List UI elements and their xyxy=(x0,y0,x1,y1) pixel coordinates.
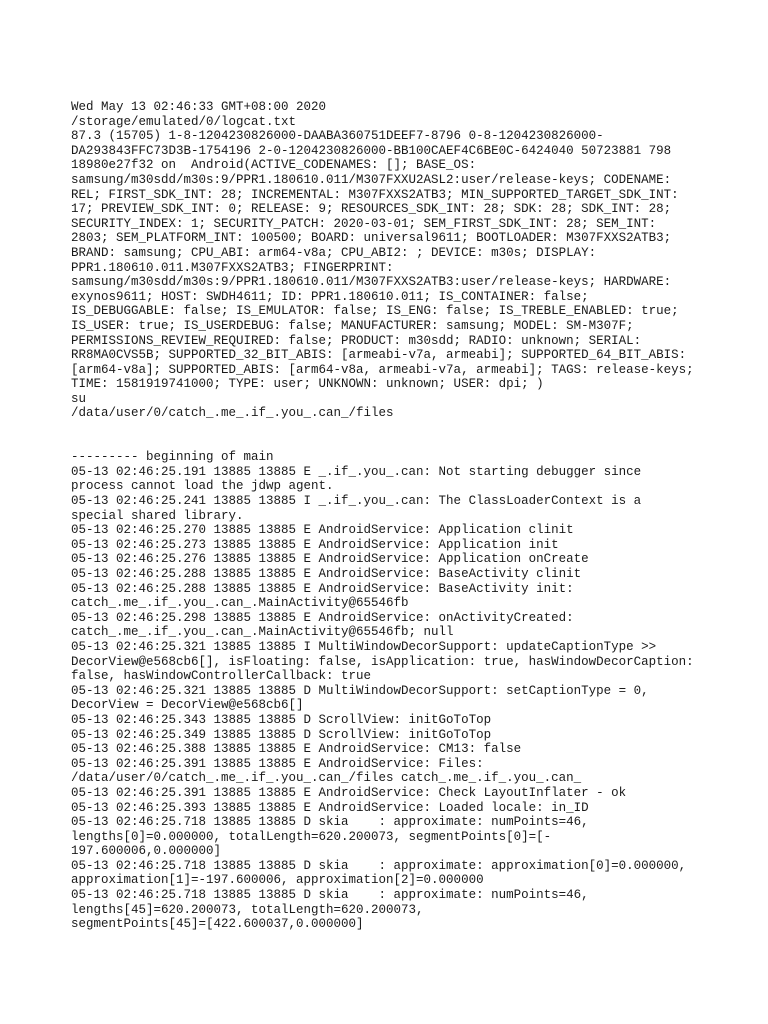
log-line: RR8MA0CVS5B; SUPPORTED_32_BIT_ABIS: [armeabi-v7a, armeabi]; SUPPORTED_64_BIT_ABIS: xyxy=(71,348,687,363)
blank-line xyxy=(71,436,751,451)
log-line: 18980e27f32 on Android(ACTIVE_CODENAMES: []; BASE_OS: xyxy=(71,158,477,173)
log-line: segmentPoints[45]=[422.600037,0.000000] xyxy=(71,917,364,932)
log-line: 05-13 02:46:25.276 13885 13885 E AndroidService: Application onCreate xyxy=(71,552,589,567)
log-line: 05-13 02:46:25.191 13885 13885 E _.if_.you_.can: Not starting debugger since xyxy=(71,464,642,479)
log-line: SECURITY_INDEX: 1; SECURITY_PATCH: 2020-03-01; SEM_FIRST_SDK_INT: 28; SEM_INT: xyxy=(71,216,657,231)
log-line: 05-13 02:46:25.349 13885 13885 D ScrollView: initGoToTop xyxy=(71,727,492,742)
log-line: 05-13 02:46:25.391 13885 13885 E AndroidService: Check LayoutInflater - ok xyxy=(71,785,627,800)
log-line: 05-13 02:46:25.718 13885 13885 D skia : approximate: approximation[0]=0.000000, xyxy=(71,858,687,873)
log-line: exynos9611; HOST: SWDH4611; ID: PPR1.180610.011; IS_CONTAINER: false; xyxy=(71,289,589,304)
log-line: BRAND: samsung; CPU_ABI: arm64-v8a; CPU_ABI2: ; DEVICE: m30s; DISPLAY: xyxy=(71,245,597,260)
log-line: su xyxy=(71,391,87,406)
log-line: 05-13 02:46:25.343 13885 13885 D ScrollView: initGoToTop xyxy=(71,712,492,727)
log-line: IS_DEBUGGABLE: false; IS_EMULATOR: false; IS_ENG: false; IS_TREBLE_ENABLED: true; xyxy=(71,304,679,319)
log-line: --------- beginning of main xyxy=(71,450,274,465)
log-line: lengths[0]=0.000000, totalLength=620.200073, segmentPoints[0]=[- xyxy=(71,829,552,844)
logcat-document xyxy=(71,100,751,932)
log-line: 05-13 02:46:25.298 13885 13885 E AndroidService: onActivityCreated: xyxy=(71,610,574,625)
log-line: samsung/m30sdd/m30s:9/PPR1.180610.011/M307FXXS2ATB3:user/release-keys; HARDWARE: xyxy=(71,275,672,290)
log-line: process cannot load the jdwp agent. xyxy=(71,479,334,494)
log-line: 2803; SEM_PLATFORM_INT: 100500; BOARD: universal9611; BOOTLOADER: M307FXXS2ATB3; xyxy=(71,231,672,246)
blank-line xyxy=(71,421,751,436)
log-line: 05-13 02:46:25.270 13885 13885 E AndroidService: Application clinit xyxy=(71,523,574,538)
log-line: 197.600006,0.000000] xyxy=(71,844,222,859)
log-line: /data/user/0/catch_.me_.if_.you_.can_/files xyxy=(71,406,394,421)
log-line: 05-13 02:46:25.288 13885 13885 E AndroidService: BaseActivity clinit xyxy=(71,567,582,581)
log-line: special shared library. xyxy=(71,508,244,523)
log-line: 05-13 02:46:25.718 13885 13885 D skia : approximate: numPoints=46, xyxy=(71,888,589,903)
log-line: 05-13 02:46:25.321 13885 13885 D MultiWindowDecorSupport: setCaptionType = 0, xyxy=(71,683,649,698)
log-line: 05-13 02:46:25.273 13885 13885 E AndroidService: Application init xyxy=(71,537,559,552)
log-line: 05-13 02:46:25.388 13885 13885 E AndroidService: CM13: false xyxy=(71,742,522,757)
log-line: 05-13 02:46:25.288 13885 13885 E AndroidService: BaseActivity init: xyxy=(71,581,574,596)
log-line: samsung/m30sdd/m30s:9/PPR1.180610.011/M307FXXU2ASL2:user/release-keys; CODENAME: xyxy=(71,172,672,187)
log-line: /storage/emulated/0/logcat.txt xyxy=(71,114,297,129)
log-line: 05-13 02:46:25.241 13885 13885 I _.if_.you_.can: The ClassLoaderContext is a xyxy=(71,494,642,509)
log-line: IS_USER: true; IS_USERDEBUG: false; MANUFACTURER: samsung; MODEL: SM-M307F; xyxy=(71,318,634,333)
log-line: /data/user/0/catch_.me_.if_.you_.can_/files catch_.me_.if_.you_.can_ xyxy=(71,771,582,786)
log-line: 05-13 02:46:25.393 13885 13885 E AndroidService: Loaded locale: in_ID xyxy=(71,800,589,815)
log-line: DecorView@e568cb6[], isFloating: false, isApplication: true, hasWindowDecorCaption: xyxy=(71,654,694,669)
log-line: 87.3 (15705) 1-8-1204230826000-DAABA360751DEEF7-8796 0-8-1204230826000- xyxy=(71,129,604,144)
log-line: 05-13 02:46:25.391 13885 13885 E AndroidService: Files: xyxy=(71,756,484,771)
log-line: DecorView = DecorView@e568cb6[] xyxy=(71,698,304,713)
log-line: Wed May 13 02:46:33 GMT+08:00 2020 xyxy=(71,100,327,114)
log-line: 17; PREVIEW_SDK_INT: 0; RELEASE: 9; RESOURCES_SDK_INT: 28; SDK: 28; SDK_INT: 28; xyxy=(71,202,672,217)
log-line: catch_.me_.if_.you_.can_.MainActivity@65546fb; null xyxy=(71,625,454,640)
log-line: approximation[1]=-197.600006, approximation[2]=0.000000 xyxy=(71,873,484,888)
log-line: 05-13 02:46:25.321 13885 13885 I MultiWindowDecorSupport: updateCaptionType >> xyxy=(71,639,657,654)
log-line: DA293843FFC73D3B-1754196 2-0-1204230826000-BB100CAEF4C6BE0C-6424040 50723881 798 xyxy=(71,143,672,158)
log-line: REL; FIRST_SDK_INT: 28; INCREMENTAL: M307FXXS2ATB3; MIN_SUPPORTED_TARGET_SDK_INT: xyxy=(71,187,679,202)
log-line: TIME: 1581919741000; TYPE: user; UNKNOWN: unknown; USER: dpi; ) xyxy=(71,377,544,392)
log-line: false, hasWindowControllerCallback: true xyxy=(71,669,372,684)
log-line: PPR1.180610.011.M307FXXS2ATB3; FINGERPRINT: xyxy=(71,260,394,275)
log-line: 05-13 02:46:25.718 13885 13885 D skia : approximate: numPoints=46, xyxy=(71,815,589,830)
log-line: PERMISSIONS_REVIEW_REQUIRED: false; PRODUCT: m30sdd; RADIO: unknown; SERIAL: xyxy=(71,333,642,348)
log-line: [arm64-v8a]; SUPPORTED_ABIS: [arm64-v8a, armeabi-v7a, armeabi]; TAGS: release-keys; xyxy=(71,362,694,377)
log-line: lengths[45]=620.200073, totalLength=620.200073, xyxy=(71,902,424,917)
log-line: catch_.me_.if_.you_.can_.MainActivity@65546fb xyxy=(71,596,409,611)
